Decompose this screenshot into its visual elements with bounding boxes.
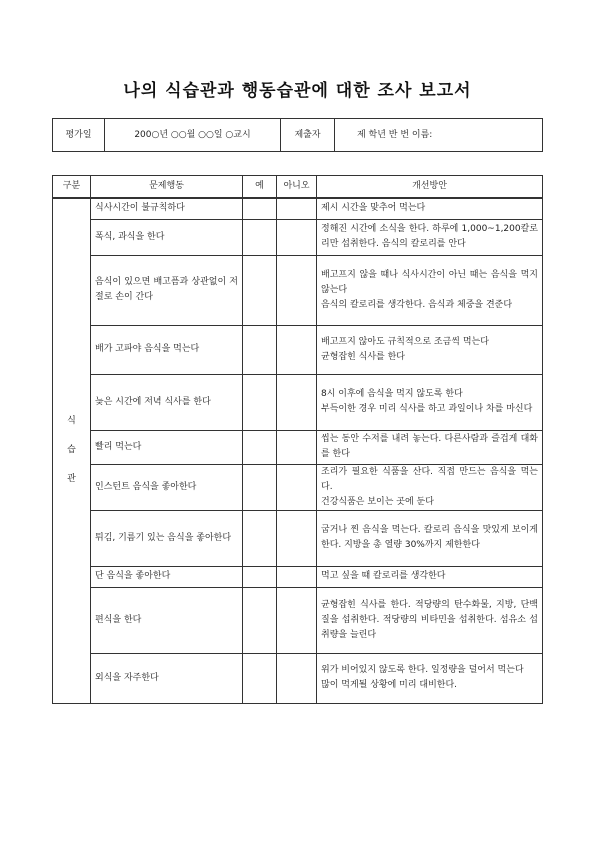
problem-cell: 빨리 먹는다 [91,430,243,464]
category-cell [53,198,91,703]
category-char: 습 [67,445,76,456]
no-check-cell[interactable] [277,587,317,653]
yes-check-cell[interactable] [243,219,277,255]
eval-date-value[interactable]: 200○년 ○○월 ○○일 ○교시 [105,119,281,152]
yes-check-cell[interactable] [243,374,277,430]
table-row [53,219,543,255]
problem-cell: 외식을 자주한다 [91,653,243,703]
improvement-cell [317,653,543,703]
problem-cell: 편식을 한다 [91,587,243,653]
page-title: 나의 식습관과 행동습관에 대한 조사 보고서 [123,81,472,101]
problem-cell: 배가 고파야 음식을 먹는다 [91,325,243,374]
improvement-line: 위가 비어있지 않도록 한다. 일정량을 덜어서 먹는다 [321,665,524,675]
table-row [53,653,543,703]
yes-check-cell[interactable] [243,325,277,374]
no-check-cell[interactable] [277,653,317,703]
improvement-line: 배고프지 않아도 규칙적으로 조금씩 먹는다 [321,336,489,347]
category-char: 식 [67,416,76,427]
no-check-cell[interactable] [277,464,317,510]
submitter-value[interactable]: 제 학년 반 번 이름: [335,119,543,152]
improvement-cell [317,464,543,510]
table-row [53,430,543,464]
yes-check-cell[interactable] [243,587,277,653]
problem-cell: 튀김, 기름기 있는 음식을 좋아한다 [91,510,243,566]
yes-check-cell[interactable] [243,255,277,325]
improvement-cell [317,198,543,219]
survey-table [52,175,543,704]
category-char: 관 [67,474,76,485]
improvement-line: 건강식품은 보이는 곳에 둔다 [321,496,434,507]
no-check-cell[interactable] [277,325,317,374]
problem-cell: 인스턴트 음식을 좋아한다 [91,464,243,510]
no-check-cell[interactable] [277,255,317,325]
improvement-cell [317,325,543,374]
improvement-line: 음식의 칼로리를 생각한다. 음식과 체중을 견준다 [321,299,513,310]
problem-cell: 늦은 시간에 저녁 식사를 한다 [91,374,243,430]
improvement-line: 정해진 시간에 소식을 한다. 하루에 1,000~1,200칼로리만 섭취한다. 음식의 칼로리를 안다 [321,224,538,249]
yes-check-cell[interactable] [243,198,277,219]
header-problem: 문제행동 [91,176,243,199]
yes-check-cell[interactable] [243,566,277,587]
table-header-row [53,176,543,199]
eval-date-label: 평가일 [53,119,105,152]
improvement-line: 제시 시간을 맞추어 먹는다 [321,203,426,214]
improvement-cell [317,430,543,464]
improvement-cell [317,566,543,587]
table-row [53,587,543,653]
improvement-line: 씹는 동안 수저를 내려 놓는다. 다른사람과 즐겁게 대화를 한다 [321,434,538,459]
no-check-cell[interactable] [277,430,317,464]
no-check-cell[interactable] [277,198,317,219]
improvement-line: 균형잡힌 식사를 한다 [321,351,405,362]
header-improvement: 개선방안 [317,176,543,199]
problem-cell: 음식이 있으면 배고픔과 상관없이 저절로 손이 간다 [91,255,243,325]
table-row [53,566,543,587]
improvement-line: 8시 이후에 음식을 먹지 않도록 한다 [321,389,463,399]
improvement-cell [317,255,543,325]
improvement-cell [317,374,543,430]
no-check-cell[interactable] [277,374,317,430]
no-check-cell[interactable] [277,510,317,566]
problem-cell: 단 음식을 좋아한다 [91,566,243,587]
improvement-line: 먹고 싶을 때 칼로리를 생각한다 [321,571,446,581]
improvement-line: 배고프지 않을 때나 식사시간이 아닌 때는 음식을 먹지 않는다 [321,269,538,295]
table-row [53,510,543,566]
improvement-line: 많이 먹게될 상황에 미리 대비한다. [321,680,458,690]
yes-check-cell[interactable] [243,430,277,464]
info-table [52,118,543,152]
improvement-line: 부득이한 경우 미리 식사를 하고 과일이나 차를 마신다 [321,404,533,414]
improvement-cell [317,587,543,653]
problem-cell: 식사시간이 불규칙하다 [91,198,243,219]
no-check-cell[interactable] [277,566,317,587]
improvement-cell [317,219,543,255]
yes-check-cell[interactable] [243,653,277,703]
submitter-label: 제출자 [281,119,335,152]
improvement-line: 균형잡힌 식사를 한다. 적당량의 탄수화물, 지방, 단백질을 섭취한다. 적당량의 비타민을 섭취한다. 섬유소 섭취량을 늘린다 [321,599,538,640]
header-category: 구분 [53,176,91,199]
table-row [53,198,543,219]
table-row [53,464,543,510]
table-row [53,325,543,374]
improvement-cell [317,510,543,566]
table-row [53,255,543,325]
header-no: 아니오 [277,176,317,199]
header-yes: 예 [243,176,277,199]
problem-cell: 폭식, 과식을 한다 [91,219,243,255]
table-body [53,198,543,703]
yes-check-cell[interactable] [243,464,277,510]
yes-check-cell[interactable] [243,510,277,566]
no-check-cell[interactable] [277,219,317,255]
table-row [53,374,543,430]
improvement-line: 조리가 필요한 식품을 산다. 직접 만드는 음식을 먹는다. [321,466,538,492]
improvement-line: 굽거나 찐 음식을 먹는다. 칼로리 음식을 맛있게 보이게 한다. 지방을 총 열량 30%까지 제한한다 [321,525,538,550]
